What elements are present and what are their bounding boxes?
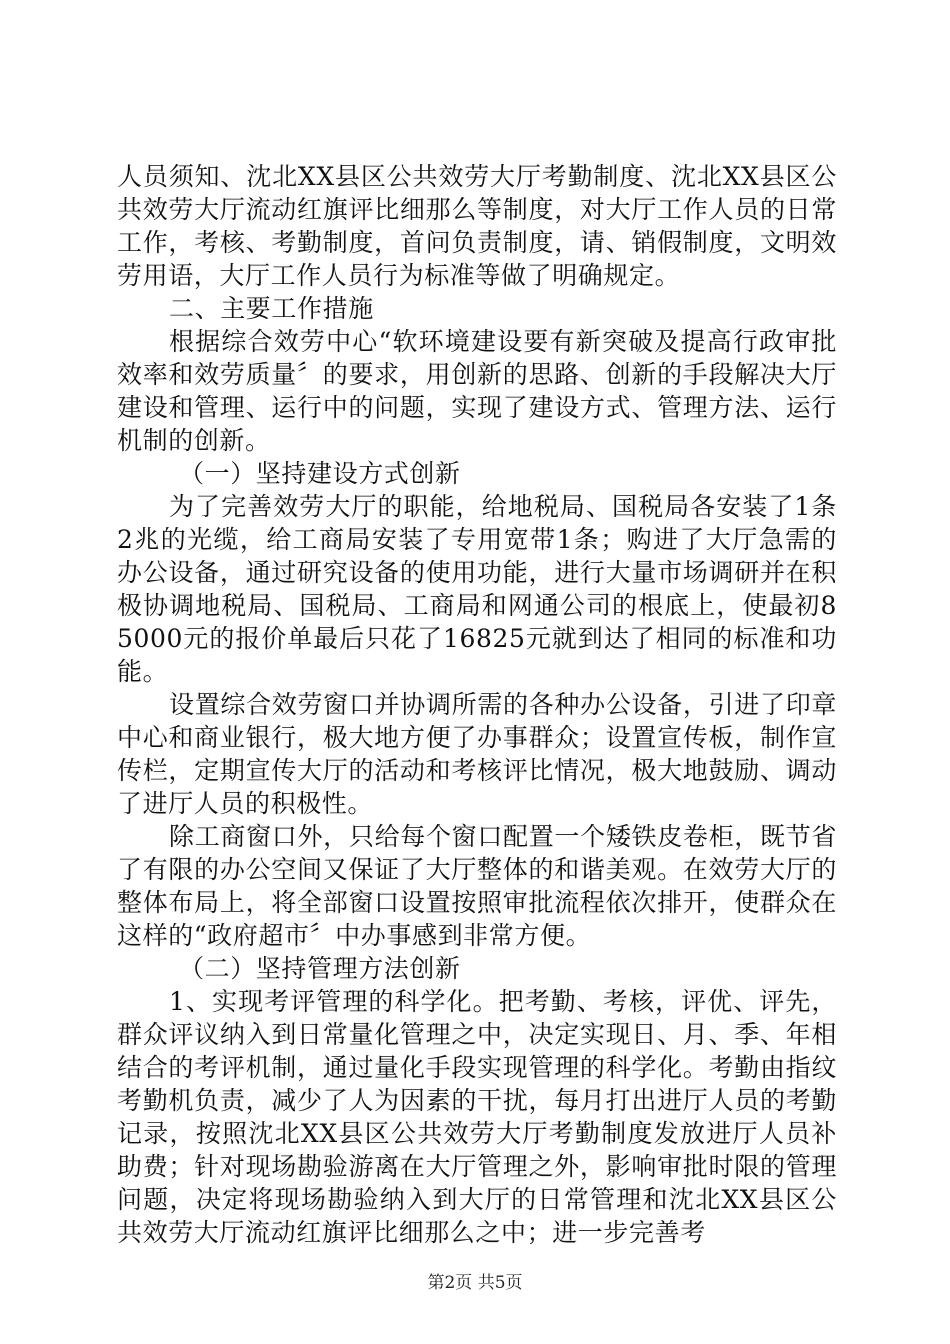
subsection-heading-construction: （一）坚持建设方式创新: [179, 459, 461, 488]
paragraph-1: 人员须知、沈北XX县区公共效劳大厅考勤制度、沈北XX县区公共效劳大厅流动红旗评比细那么等制度，对大厅工作人员的日常工作，考核、考勤制度，首问负责制度，请、销假制度，文明效劳用语，大厅工作人员行为标准等做了明确规定。: [117, 162, 837, 290]
subsection-heading-management: （二）坚持管理方法创新: [179, 954, 461, 983]
document-body: [117, 160, 837, 1249]
paragraph-6: 1、实现考评管理的科学化。把考勤、考核，评优、评先，群众评议纳入到日常量化管理之中，决定实现日、月、季、年相结合的考评机制，通过量化手段实现管理的科学化。考勤由指纹考勤机负责，减少了人为因素的干扰，每月打出进厅人员的考勤记录，按照沈北XX县区公共效劳大厅考勤制度发放进厅人员补助费；针对现场勘验游离在大厅管理之外，影响审批时限的管理问题，决定将现场勘验纳入到大厅的日常管理和沈北XX县区公共效劳大厅流动红旗评比细那么之中；进一步完善考: [117, 987, 837, 1247]
page-number-footer: 第2页 共5页: [427, 1273, 523, 1293]
paragraph-2: 根据综合效劳中心“软环境建设要有新突破及提高行政审批效率和效劳质量〞的要求，用创新的思路、创新的手段解决大厅建设和管理、运行中的问题，实现了建设方式、管理方法、运行机制的创新。: [117, 327, 837, 455]
section-heading-main-measures: 二、主要工作措施: [169, 294, 374, 323]
paragraph-5: 除工商窗口外，只给每个窗口配置一个矮铁皮卷柜，既节省了有限的办公空间又保证了大厅整体的和谐美观。在效劳大厅的整体布局上，将全部窗口设置按照审批流程依次排开，使群众在这样的“政府超市〞中办事感到非常方便。: [117, 822, 837, 950]
paragraph-3: 为了完善效劳大厅的职能，给地税局、国税局各安装了1条2兆的光缆，给工商局安装了专用宽带1条；购进了大厅急需的办公设备，通过研究设备的使用功能，进行大量市场调研并在积极协调地税局、国税局、工商局和网通公司的根底上，使最初85000元的报价单最后只花了16825元就到达了相同的标准和功能。: [117, 492, 837, 686]
paragraph-4: 设置综合效劳窗口并协调所需的各种办公设备，引进了印章中心和商业银行，极大地方便了办事群众；设置宣传板，制作宣传栏，定期宣传大厅的活动和考核评比情况，极大地鼓励、调动了进厅人员的积极性。: [117, 690, 837, 818]
